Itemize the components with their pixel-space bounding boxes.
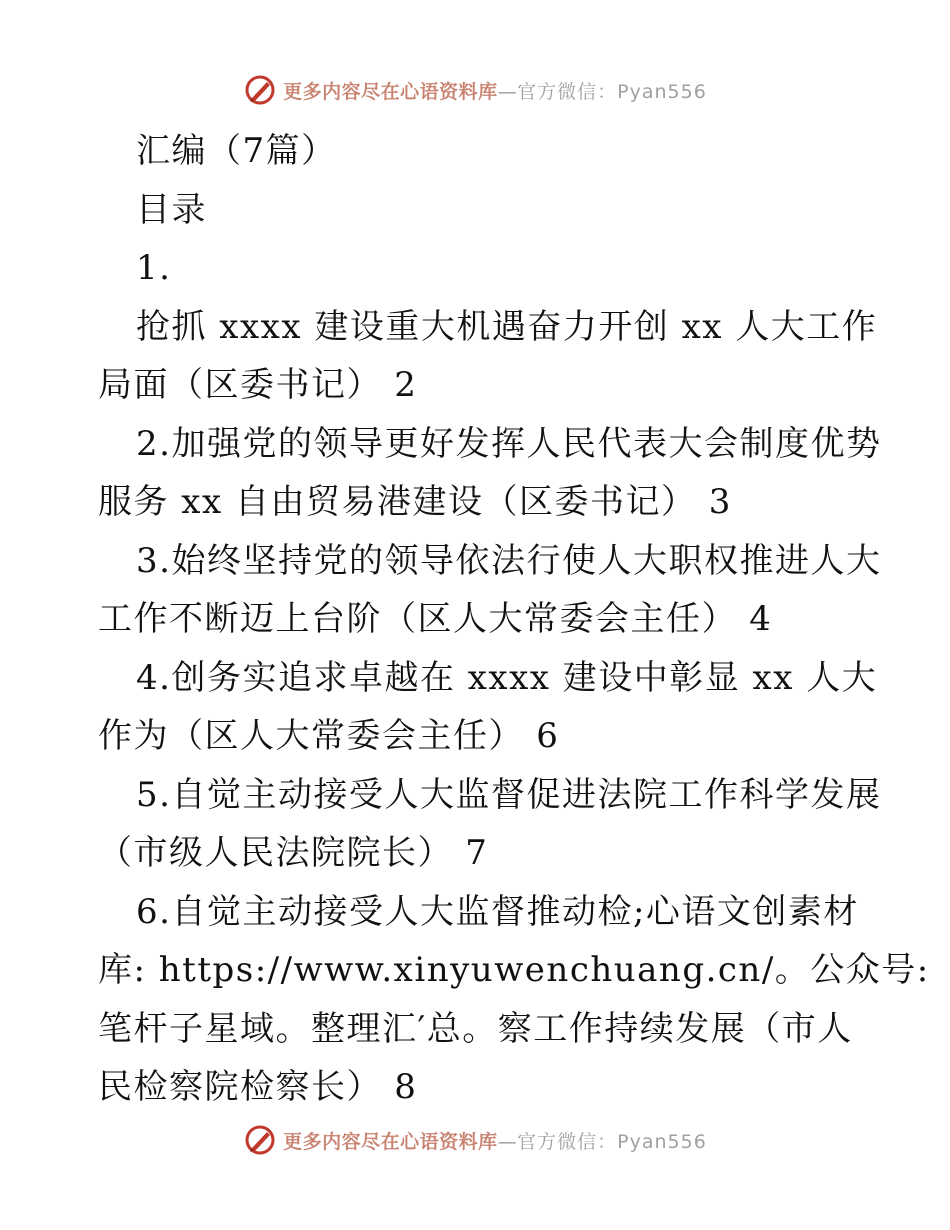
quill-logo-icon [243,1123,277,1157]
document-body [98,122,930,1117]
toc-line: 2.加强党的领导更好发挥人民代表大会制度优势 [136,423,882,464]
toc-heading: 目录 [136,189,207,230]
toc-line: 抢抓 xxxx 建设重大机遇奋力开创 xx 人大工作 [136,306,878,347]
watermark-text [283,1127,707,1154]
toc-line: 工作不断迈上台阶（区人大常委会主任） 4 [98,599,773,639]
watermark-wechat: 官方微信：Pyan556 [517,80,707,103]
watermark-header [0,70,950,110]
watermark-site: 更多内容尽在心语资料库 [283,1130,498,1153]
toc-line: 服务 xx 自由贸易港建设（区委书记） 3 [98,482,732,522]
watermark-site: 更多内容尽在心语资料库 [283,80,498,103]
toc-line: 3.始终坚持党的领导依法行使人大职权推进人大 [136,540,882,581]
toc-line: 作为（区人大常委会主任） 6 [98,716,560,756]
watermark-wechat: 官方微信：Pyan556 [517,1130,707,1153]
watermark-dash: — [497,80,518,103]
toc-line: 1. [136,248,172,288]
toc-line: 民检察院检察长） 8 [98,1067,418,1107]
toc-line: 库: https://www.xinyuwenchuang.cn/。公众号: [98,950,930,990]
toc-line: （市级人民法院院长） 7 [98,833,489,873]
doc-title: 汇编（7篇） [136,131,337,171]
toc-line: 笔杆子星域。整理汇′总。察工作持续发展（市人 [98,1008,853,1049]
watermark-dash: — [497,1130,518,1153]
watermark-footer [0,1120,950,1160]
watermark-text [283,77,707,104]
toc-line: 5.自觉主动接受人大监督促进法院工作科学发展 [136,774,882,815]
toc-line: 4.创务实追求卓越在 xxxx 建设中彰显 xx 人大 [136,657,878,698]
toc-line: 6.自觉主动接受人大监督推动检;心语文创素材 [136,891,859,932]
toc-line: 局面（区委书记） 2 [98,365,418,405]
quill-logo-icon [243,73,277,107]
